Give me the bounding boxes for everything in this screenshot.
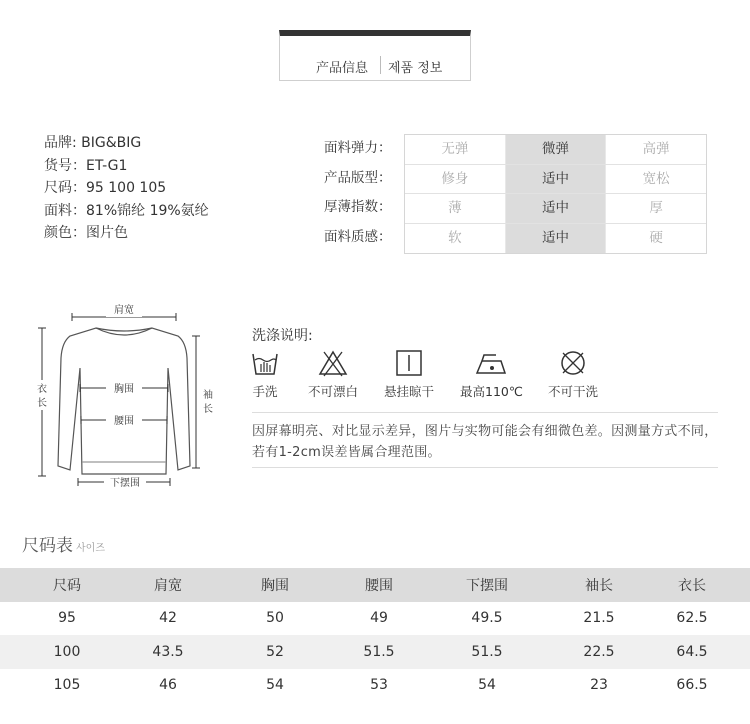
- table-row: [0, 669, 750, 703]
- table-cell: 46: [159, 677, 177, 694]
- hem-label: 下摆围: [110, 478, 140, 489]
- header-cell: 胸围: [261, 577, 289, 594]
- property-labels: [324, 134, 392, 252]
- size-chart-title-text: 尺码表: [22, 536, 73, 556]
- property-option: 厚: [649, 200, 663, 216]
- table-cell: 105: [53, 677, 81, 694]
- shoulder-label: 肩宽: [114, 305, 134, 316]
- item-number-text: 货号：ET-G1: [44, 157, 128, 174]
- wash-label: 手洗: [252, 384, 278, 399]
- product-info: [44, 132, 209, 245]
- property-option-selected: 微弹: [506, 135, 607, 164]
- table-cell: 51.5: [363, 643, 395, 660]
- header-cell: 肩宽: [154, 577, 182, 594]
- property-option-selected: 适中: [506, 224, 607, 254]
- section-title-kr: 제품 정보: [388, 61, 443, 76]
- table-cell: 43.5: [152, 643, 184, 660]
- wash-label: 不可漂白: [308, 384, 359, 399]
- property-option: 无弹: [405, 135, 506, 164]
- size-chart-title: [22, 531, 105, 556]
- property-row-texture: [405, 224, 706, 254]
- property-label: 面料质感：: [324, 228, 392, 245]
- wash-item-hang-dry: [384, 348, 434, 400]
- wash-item-no-bleach: [308, 348, 358, 400]
- wash-item-iron: [460, 348, 523, 400]
- property-option-selected: 适中: [506, 194, 607, 223]
- length-label-1: 衣: [37, 384, 47, 395]
- table-cell: 53: [370, 677, 388, 694]
- table-cell: 21.5: [583, 610, 615, 627]
- property-option: 修身: [405, 165, 506, 194]
- header-cell: 衣长: [678, 577, 706, 594]
- table-cell: 95: [58, 610, 76, 627]
- divider: [252, 412, 718, 413]
- table-cell: 42: [159, 610, 177, 627]
- brand-text: 品牌: BIG&BIG: [44, 135, 142, 151]
- sweater-measurement-diagram: [20, 298, 228, 496]
- sleeve-label-1: 袖: [203, 390, 213, 401]
- table-cell: 52: [266, 643, 284, 660]
- size-chart-subtitle: 사이즈: [76, 543, 105, 554]
- property-option: 宽松: [642, 170, 670, 187]
- chest-label: 胸围: [114, 384, 134, 395]
- color-text: 颜色：图片色: [44, 225, 128, 241]
- table-cell: 51.5: [471, 643, 503, 660]
- table-cell: 66.5: [676, 677, 708, 694]
- table-row: [0, 635, 750, 669]
- property-option: 薄: [405, 194, 506, 223]
- property-option-selected: 适中: [506, 165, 607, 194]
- wash-icons: [246, 348, 646, 408]
- header-cell: 袖长: [585, 577, 613, 594]
- size-table: [0, 568, 750, 702]
- color-disclaimer: 因屏幕明亮、对比显示差异，图片与实物可能会有细微色差。因测量方式不同，若有1-2cm误差皆属合理范围。: [252, 424, 718, 460]
- property-row-elasticity: [405, 135, 706, 165]
- property-option: 硬: [649, 229, 663, 246]
- property-label: 产品版型：: [324, 169, 392, 186]
- table-cell: 54: [266, 677, 284, 694]
- waist-label: 腰围: [114, 416, 134, 427]
- wash-label: 不可干洗: [548, 384, 599, 399]
- size-table-header: [0, 568, 750, 602]
- table-cell: 49: [370, 610, 388, 627]
- table-cell: 62.5: [676, 610, 708, 627]
- fabric-text: 面料：81%锦纶 19%氨纶: [44, 202, 209, 219]
- table-cell: 22.5: [583, 643, 615, 660]
- wash-label: 最高110℃: [460, 384, 523, 399]
- property-row-fit: [405, 165, 706, 195]
- hang-dry-icon: [394, 348, 424, 378]
- header-cell: 腰围: [365, 577, 393, 594]
- title-divider: [380, 56, 381, 74]
- table-cell: 23: [590, 677, 608, 694]
- table-cell: 49.5: [471, 610, 503, 627]
- table-cell: 54: [478, 677, 496, 694]
- section-title-box: [279, 30, 471, 81]
- iron-icon: [474, 348, 508, 378]
- property-label: 面料弹力：: [324, 140, 392, 156]
- property-option: 软: [405, 224, 506, 254]
- table-cell: 64.5: [676, 643, 708, 660]
- property-row-thickness: [405, 194, 706, 224]
- no-bleach-icon: [318, 348, 348, 378]
- size-text: 尺码：95 100 105: [44, 180, 167, 196]
- table-cell: 100: [53, 643, 81, 660]
- no-dry-clean-icon: [558, 348, 588, 378]
- sleeve-label-2: 长: [203, 404, 213, 415]
- length-label-2: 长: [37, 398, 47, 409]
- wash-item-no-dry-clean: [548, 348, 598, 400]
- wash-title: 洗涤说明:: [252, 328, 313, 344]
- property-grid: [404, 134, 707, 254]
- wash-item-hand-wash: [250, 348, 280, 400]
- property-option: 高弹: [642, 141, 670, 157]
- divider: [252, 467, 718, 468]
- wash-label: 悬挂晾干: [384, 384, 435, 399]
- table-row: [0, 602, 750, 636]
- table-cell: 50: [266, 610, 284, 627]
- hand-wash-icon: [250, 348, 280, 378]
- section-title-cn: 产品信息: [316, 61, 369, 76]
- property-label: 厚薄指数：: [324, 199, 392, 215]
- header-cell: 下摆围: [466, 577, 508, 594]
- header-cell: 尺码: [53, 577, 81, 594]
